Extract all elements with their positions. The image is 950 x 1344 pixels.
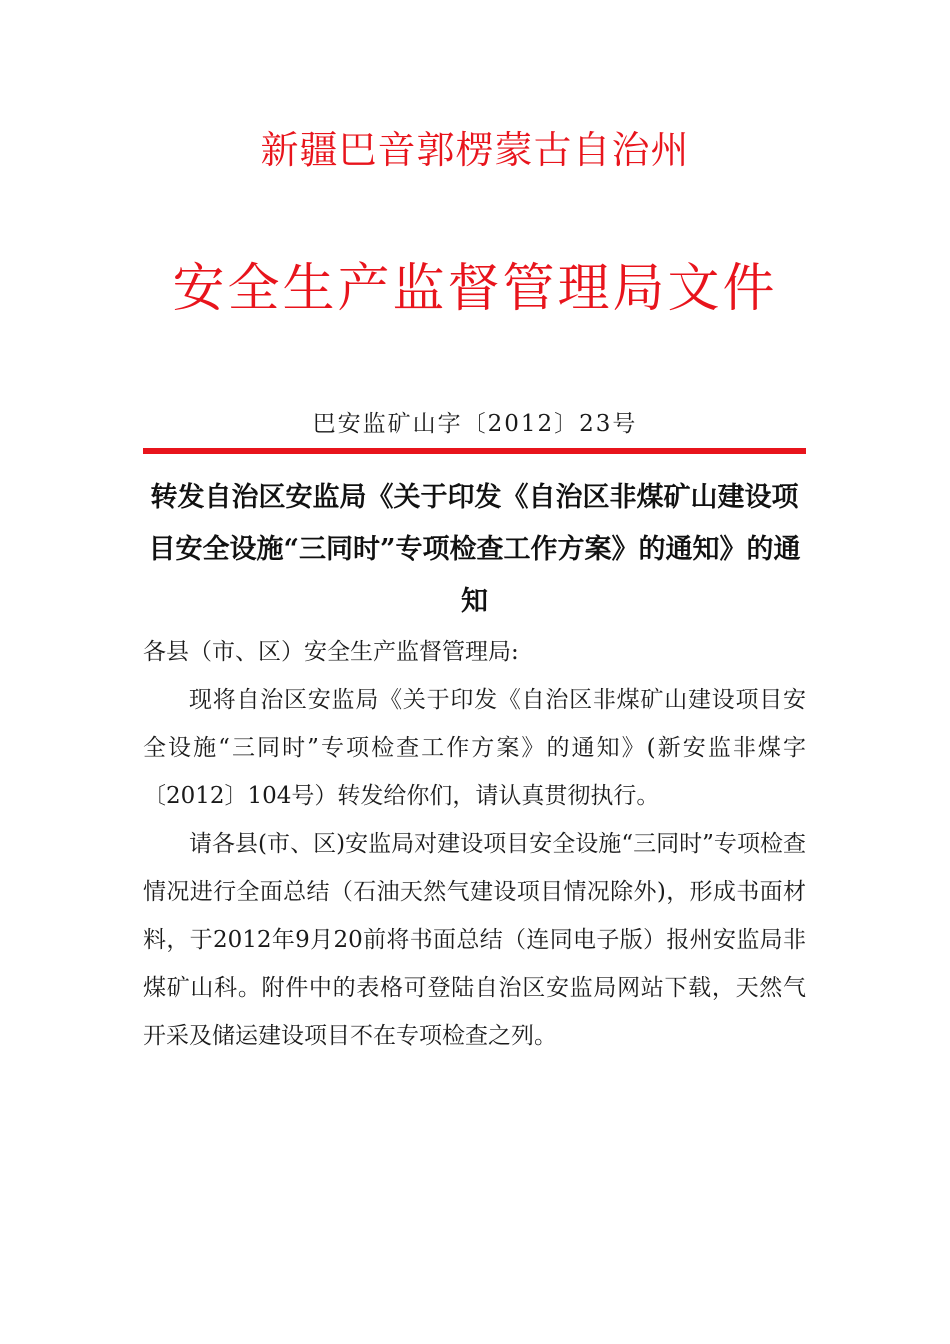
notice-title: 转发自治区安监局《关于印发《自治区非煤矿山建设项目安全设施“三同时”专项检查工作方案》的通知》的通知	[148, 482, 801, 617]
agency-name-line2: 安全生产监督管理局文件	[172, 259, 778, 319]
salutation: 各县（市、区）安全生产监督管理局:	[143, 639, 519, 665]
red-header-rule	[143, 448, 806, 454]
paragraph-instructions: 请各县(市、区)安监局对建设项目安全设施“三同时”专项检查情况进行全面总结（石油天然气建设项目情况除外)，形成书面材料，于2012年9月20前将书面总结（连同电子版）报州安监局非煤矿山科。附件中的表格可登陆自治区安监局网站下载，天然气开采及储运建设项目不在专项检查之列。	[143, 831, 806, 1049]
agency-name-line1: 新疆巴音郭楞蒙古自治州	[260, 128, 690, 172]
document-number: 巴安监矿山字〔2012〕23号	[312, 411, 638, 437]
paragraph-forwarding: 现将自治区安监局《关于印发《自治区非煤矿山建设项目安全设施“三同时”专项检查工作方案》的通知》(新安监非煤字〔2012〕104号）转发给你们，请认真贯彻执行。	[143, 687, 806, 809]
